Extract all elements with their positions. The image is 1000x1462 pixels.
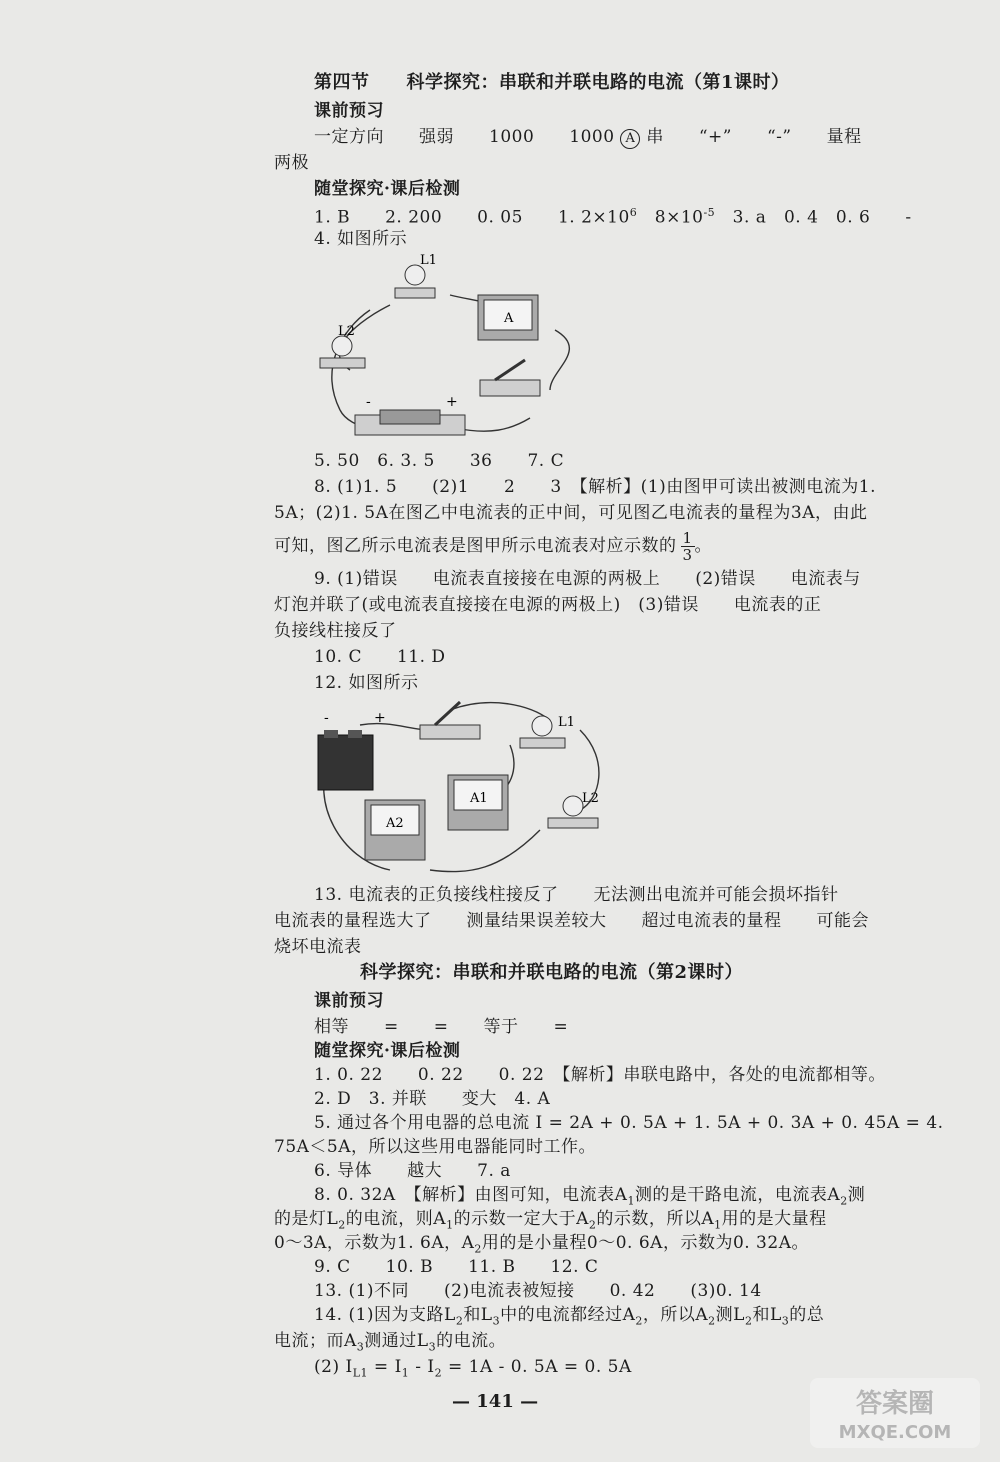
watermark-text: 答案圈 (855, 1389, 935, 1419)
answer-text: 用的是大量程 (721, 1209, 827, 1229)
answer-text: 测通过L (364, 1331, 429, 1351)
subscript: 3 (492, 1314, 501, 1328)
answer-text: 3. a 0. 4 0. 6 - (715, 207, 912, 228)
answer-line (314, 1304, 824, 1332)
answer-text: 可知，图乙所示电流表是图甲所示电流表对应示数的 (274, 536, 677, 556)
answer-line: 负接线柱接反了 (274, 621, 397, 641)
lamp-label: L1 (558, 715, 575, 730)
answer-text: 8×10 (637, 207, 704, 228)
answer-line: 4. 如图所示 (314, 229, 408, 249)
subscript: 2 (744, 1314, 753, 1328)
exponent: 6 (629, 206, 638, 219)
answer-text: (2) I (314, 1357, 353, 1377)
answer-text: 8. 0. 32A 【解析】由图可知，电流表A (314, 1185, 628, 1205)
answer-line (314, 126, 862, 149)
subscript: 2 (338, 1218, 346, 1232)
subscript: 2 (434, 1366, 443, 1380)
wire (550, 330, 569, 390)
lamp-label: L2 (582, 791, 599, 806)
answer-line: 12. 如图所示 (314, 673, 419, 693)
answer-line: 5. 50 6. 3. 5 36 7. C (314, 451, 565, 471)
subscript: 2 (635, 1314, 643, 1328)
answer-text: 中的电流都经过A (500, 1305, 636, 1325)
series-circuit-figure (300, 250, 760, 440)
answer-line: 2. D 3. 并联 变大 4. A (314, 1089, 551, 1109)
section-title: 第四节 科学探究：串联和并联电路的电流（第1课时） (314, 72, 790, 93)
lamp-l2 (320, 324, 365, 368)
wire (455, 418, 530, 431)
answer-text: 用的是小量程0～0. 6A，示数为0. 32A。 (481, 1233, 809, 1253)
lamp-l1 (395, 253, 437, 298)
answer-text: 串 “+” “-” 量程 (646, 127, 862, 147)
subscript: 2 (840, 1194, 848, 1208)
lamp-l1 (520, 715, 575, 748)
answer-text: 测L (715, 1305, 745, 1325)
subscript: 2 (588, 1218, 597, 1232)
answer-text: = I (368, 1357, 402, 1377)
answer-line: 相等 = = 等于 = (314, 1017, 569, 1037)
answer-text: 的示数，所以A (596, 1209, 715, 1229)
page-number: — 141 — (452, 1391, 539, 1412)
subscript: 1 (627, 1194, 635, 1208)
answer-line: 烧坏电流表 (274, 937, 362, 957)
answer-text: 电流；而A (274, 1331, 357, 1351)
subscript: L1 (352, 1366, 369, 1380)
subscript: 2 (455, 1314, 464, 1328)
answer-line: 5A；(2)1. 5A在图乙中电流表的正中间，可见图乙电流表的量程为3A，由此 (274, 503, 868, 523)
answer-line: 75A＜5A，所以这些用电器能同时工作。 (274, 1137, 597, 1157)
battery-positive-label: + (446, 394, 458, 410)
switch (480, 360, 540, 396)
battery (355, 394, 465, 435)
answer-text: 一定方向 强弱 1000 1000 (314, 127, 615, 147)
battery-positive-label: + (374, 710, 386, 726)
answer-text: 的是灯L (274, 1209, 339, 1229)
subscript: 1 (714, 1218, 722, 1232)
subheading-preview: 课前预习 (314, 991, 384, 1011)
answer-line: 电流表的量程选大了 测量结果误差较大 超过电流表的量程 可能会 (274, 911, 869, 931)
battery-negative-label: - (366, 394, 371, 410)
answer-text: ，所以A (642, 1305, 709, 1325)
watermark-logo (810, 1378, 980, 1448)
subscript: 1 (401, 1366, 410, 1380)
answer-text: 的示数一定大于A (453, 1209, 589, 1229)
ammeter-a2 (365, 800, 425, 860)
answer-line (314, 202, 912, 229)
answer-line: 6. 导体 越大 7. a (314, 1161, 511, 1181)
answer-line: 5. 通过各个用电器的总电流 I = 2A + 0. 5A + 1. 5A + 0. 3A + 0. 45A = 4. (314, 1113, 944, 1133)
lamp-label: L2 (338, 324, 355, 339)
answer-line: 13. 电流表的正负接线柱接反了 无法测出电流并可能会损坏指针 (314, 885, 839, 905)
subheading-practice: 随堂探究·课后检测 (314, 179, 461, 199)
ammeter-label: A (504, 311, 514, 326)
answer-line: 灯泡并联了(或电流表直接接在电源的两极上) (3)错误 电流表的正 (274, 595, 822, 615)
answer-text: 的总 (789, 1305, 825, 1325)
answer-line: 两极 (274, 153, 309, 173)
parallel-circuit-figure (300, 690, 620, 880)
answer-text: 。 (694, 536, 713, 556)
fraction-numerator: 1 (682, 529, 693, 547)
answer-line: 8. (1)1. 5 (2)1 2 3 【解析】(1)由图甲可读出被测电流为1. (314, 477, 876, 497)
section-title: 科学探究：串联和并联电路的电流（第2课时） (360, 962, 744, 983)
lamp-label: L1 (420, 253, 437, 268)
wire (430, 830, 540, 872)
answer-line: 9. (1)错误 电流表直接接在电源的两极上 (2)错误 电流表与 (314, 569, 861, 589)
answer-text: 14. (1)因为支路L (314, 1305, 456, 1325)
answer-text: 0～3A，示数为1. 6A，A (274, 1233, 475, 1253)
subscript: 1 (446, 1218, 454, 1232)
answer-line (274, 1330, 506, 1358)
exponent: -5 (703, 206, 716, 219)
subscript: 2 (708, 1314, 716, 1328)
answer-line (314, 1356, 632, 1384)
answer-text: - I (409, 1357, 435, 1377)
battery (318, 710, 386, 790)
answer-text: 和L (463, 1305, 493, 1325)
answer-text: 的电流。 (436, 1331, 507, 1351)
ammeter-symbol: A (620, 129, 640, 149)
fraction (681, 530, 695, 563)
answer-line: 9. C 10. B 11. B 12. C (314, 1257, 599, 1277)
watermark-domain: MXQE.COM (838, 1422, 952, 1443)
wire (450, 703, 550, 720)
subscript: 3 (428, 1340, 437, 1354)
answer-line (274, 530, 712, 563)
answer-line: 13. (1)不同 (2)电流表被短接 0. 42 (3)0. 14 (314, 1281, 762, 1301)
subscript: 3 (356, 1340, 365, 1354)
ammeter-label: A2 (386, 816, 404, 831)
ammeter (478, 295, 538, 340)
answer-text: = 1A - 0. 5A = 0. 5A (442, 1357, 632, 1377)
battery-negative-label: - (324, 710, 329, 726)
answer-text: 的电流，则A (345, 1209, 447, 1229)
ammeter-a1 (448, 775, 508, 830)
subscript: 2 (474, 1242, 482, 1256)
fraction-denominator: 3 (682, 546, 693, 564)
answer-text: 和L (752, 1305, 782, 1325)
subheading-practice: 随堂探究·课后检测 (314, 1041, 461, 1061)
subscript: 3 (781, 1314, 790, 1328)
switch (420, 702, 480, 739)
answer-text: 测的是干路电流，电流表A (634, 1185, 841, 1205)
answer-text: 测 (847, 1185, 866, 1205)
answer-line: 10. C 11. D (314, 647, 446, 667)
answer-line: 1. 0. 22 0. 22 0. 22 【解析】串联电路中，各处的电流都相等。 (314, 1065, 886, 1085)
lamp-l2 (548, 791, 599, 828)
answer-text: 1. B 2. 200 0. 05 1. 2×10 (314, 207, 630, 228)
ammeter-label: A1 (470, 791, 488, 806)
subheading-preview: 课前预习 (314, 101, 384, 121)
